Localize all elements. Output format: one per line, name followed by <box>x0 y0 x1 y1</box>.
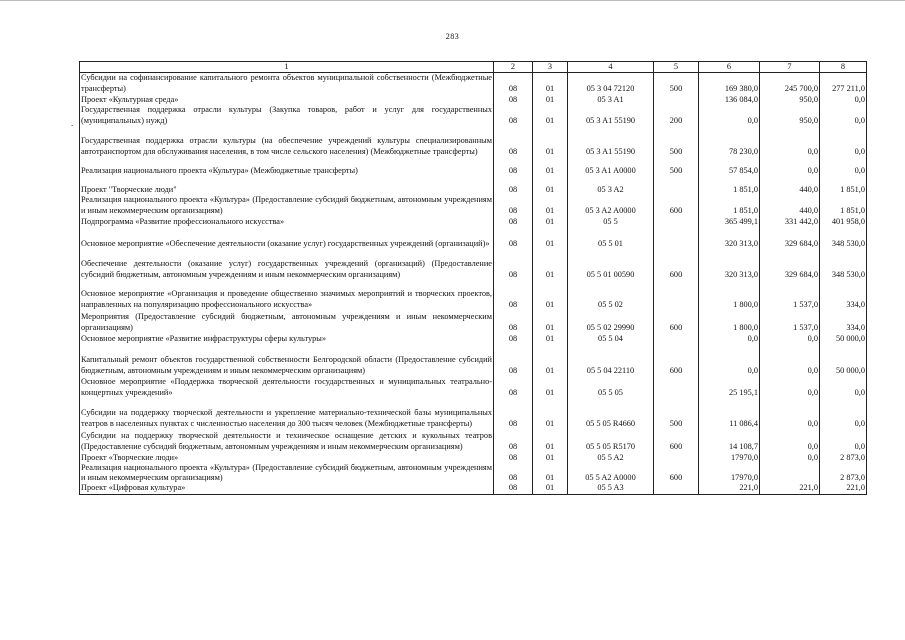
table-row <box>80 344 867 376</box>
row-target-code-cell: 05 3 A1 55190 <box>568 105 654 126</box>
row-expense-type-cell: 500 <box>654 126 699 157</box>
header-col-1: 1 <box>80 62 494 73</box>
row-name-cell: Реализация национального проекта «Культура» (Межбюджетные трансферты) <box>80 157 494 176</box>
table-row <box>80 249 867 280</box>
row-subsection-cell: 01 <box>533 344 568 376</box>
row-subsection-cell: 01 <box>533 483 568 494</box>
row-section-cell: 08 <box>494 157 533 176</box>
budget-table <box>79 61 867 495</box>
row-target-code-cell: 05 5 <box>568 216 654 227</box>
row-amount-year2-cell: 0,0 <box>760 398 820 429</box>
row-section-cell: 08 <box>494 344 533 376</box>
table-row <box>80 310 867 333</box>
row-amount-year3-cell: 348 530,0 <box>820 249 867 280</box>
header-col-4: 4 <box>568 62 654 73</box>
table-row <box>80 280 867 310</box>
table-row <box>80 463 867 483</box>
row-amount-year2-cell: 329 684,0 <box>760 249 820 280</box>
row-amount-year2-cell: 0,0 <box>760 452 820 463</box>
row-section-cell: 08 <box>494 398 533 429</box>
row-target-code-cell: 05 3 A2 A0000 <box>568 195 654 216</box>
row-amount-year1-cell: 0,0 <box>699 105 760 126</box>
row-section-cell: 08 <box>494 73 533 94</box>
table-row <box>80 157 867 176</box>
row-amount-year3-cell: 50 000,0 <box>820 344 867 376</box>
row-subsection-cell: 01 <box>533 73 568 94</box>
row-subsection-cell: 01 <box>533 463 568 483</box>
row-expense-type-cell <box>654 176 699 195</box>
row-subsection-cell: 01 <box>533 176 568 195</box>
row-target-code-cell: 05 3 A1 55190 <box>568 126 654 157</box>
row-amount-year3-cell: 348 530,0 <box>820 227 867 249</box>
row-subsection-cell: 01 <box>533 280 568 310</box>
row-amount-year3-cell: 221,0 <box>820 483 867 494</box>
row-subsection-cell: 01 <box>533 94 568 105</box>
row-amount-year3-cell: 0,0 <box>820 157 867 176</box>
row-amount-year1-cell: 1 800,0 <box>699 310 760 333</box>
row-amount-year3-cell: 50 000,0 <box>820 333 867 344</box>
row-name-cell: Основное мероприятие «Поддержка творческой деятельности государственных и муниципальных театрально-концертных учреждений» <box>81 377 492 397</box>
row-amount-year2-cell: 950,0 <box>760 94 820 105</box>
table-row <box>80 333 867 344</box>
row-amount-year1-cell: 25 195,1 <box>699 376 760 398</box>
row-amount-year1-cell: 0,0 <box>699 344 760 376</box>
row-amount-year1-cell: 365 499,1 <box>699 216 760 227</box>
table-row <box>80 126 867 157</box>
row-target-code-cell: 05 5 01 <box>568 227 654 249</box>
header-col-6: 6 <box>699 62 760 73</box>
row-amount-year1-cell: 57 854,0 <box>699 157 760 176</box>
row-name-cell: Проект «Творческие люди» <box>80 452 494 463</box>
row-target-code-cell: 05 5 04 <box>568 333 654 344</box>
row-section-cell: 08 <box>494 483 533 494</box>
row-expense-type-cell <box>654 227 699 249</box>
row-amount-year3-cell: 0,0 <box>820 429 867 452</box>
row-amount-year2-cell: 440,0 <box>760 176 820 195</box>
row-expense-type-cell: 500 <box>654 73 699 94</box>
row-name-cell: Капитальный ремонт объектов государственной собственности Белгородской области (Предоставление субсидий бюджетным, автономным учреждениям и иным некоммерческим организациям) <box>80 344 494 376</box>
table-row <box>80 195 867 216</box>
row-amount-year3-cell: 0,0 <box>820 94 867 105</box>
row-amount-year1-cell: 169 380,0 <box>699 73 760 94</box>
row-target-code-cell: 05 5 A2 A0000 <box>568 463 654 483</box>
row-expense-type-cell: 600 <box>654 344 699 376</box>
row-name-cell: Субсидии на поддержку творческой деятельности и укрепление материально-технической базы муниципальных театров в населенных пунктах с численностью населения до 300 тысяч человек (Межбюджетные трансферты) <box>80 398 494 429</box>
row-name-cell: Государственная поддержка отрасли культуры (на обеспечение учреждений культуры специализированным автотранспортом для обслуживания населения, в том числе сельского населения) (Межбюджетные трансферты) <box>80 126 494 157</box>
row-name-cell: Основное мероприятие «Организация и проведение общественно значимых мероприятий и творческих проектов, направленных на популяризацию профессионального искусства» <box>80 280 494 310</box>
row-target-code-cell: 05 5 02 29990 <box>568 310 654 333</box>
row-expense-type-cell <box>654 483 699 494</box>
row-name-cell: Обеспечение деятельности (оказание услуг) государственных учреждений (организаций) (Предоставление субсидий бюджетным, автономным учреждениям и иным некоммерческим организациям) <box>80 249 494 280</box>
header-col-2: 2 <box>494 62 533 73</box>
row-amount-year2-cell: 440,0 <box>760 195 820 216</box>
row-amount-year1-cell: 17970,0 <box>699 463 760 483</box>
row-expense-type-cell: 600 <box>654 249 699 280</box>
row-section-cell: 08 <box>494 463 533 483</box>
row-amount-year1-cell: 78 230,0 <box>699 126 760 157</box>
row-name-cell: Подпрограмма «Развитие профессионального искусства» <box>80 216 494 227</box>
row-expense-type-cell: 600 <box>654 195 699 216</box>
row-name-cell: Реализация национального проекта «Культура» (Предоставление субсидий бюджетным, автономным учреждениям и иным некоммерческим организациям) <box>81 462 492 482</box>
row-expense-type-cell <box>654 280 699 310</box>
row-amount-year1-cell: 1 851,0 <box>699 195 760 216</box>
row-target-code-cell: 05 3 04 72120 <box>568 73 654 94</box>
row-target-code-cell: 05 5 02 <box>568 280 654 310</box>
row-amount-year1-cell: 320 313,0 <box>699 249 760 280</box>
row-subsection-cell: 01 <box>533 126 568 157</box>
row-section-cell: 08 <box>494 94 533 105</box>
row-amount-year1-cell: 221,0 <box>699 483 760 494</box>
row-expense-type-cell <box>654 376 699 398</box>
table-row <box>80 227 867 249</box>
row-amount-year2-cell: 0,0 <box>760 157 820 176</box>
scan-top-edge <box>0 0 905 1</box>
row-amount-year1-cell: 1 851,0 <box>699 176 760 195</box>
row-amount-year3-cell: 1 851,0 <box>820 176 867 195</box>
table-row <box>80 376 867 398</box>
row-name-cell: Государственная поддержка отрасли культуры (Закупка товаров, работ и услуг для государственных (муниципальных) нужд) <box>81 105 492 125</box>
row-subsection-cell: 01 <box>533 333 568 344</box>
table-row <box>80 176 867 195</box>
row-amount-year1-cell: 0,0 <box>699 333 760 344</box>
row-section-cell: 08 <box>494 376 533 398</box>
row-target-code-cell: 05 5 A2 <box>568 452 654 463</box>
row-subsection-cell: 01 <box>533 216 568 227</box>
row-name-cell: Проект «Цифровая культура» <box>80 483 494 494</box>
row-amount-year1-cell: 1 800,0 <box>699 280 760 310</box>
row-amount-year2-cell: 0,0 <box>760 376 820 398</box>
row-expense-type-cell <box>654 216 699 227</box>
row-expense-type-cell: 600 <box>654 429 699 452</box>
header-col-8: 8 <box>820 62 867 73</box>
page-number: 283 <box>445 32 460 41</box>
row-expense-type-cell: 500 <box>654 157 699 176</box>
row-subsection-cell: 01 <box>533 310 568 333</box>
row-amount-year3-cell: 0,0 <box>820 105 867 126</box>
header-col-7: 7 <box>760 62 820 73</box>
row-amount-year2-cell: 0,0 <box>760 333 820 344</box>
row-target-code-cell: 05 3 A1 A0000 <box>568 157 654 176</box>
row-subsection-cell: 01 <box>533 398 568 429</box>
row-section-cell: 08 <box>494 429 533 452</box>
row-amount-year3-cell: 2 873,0 <box>820 463 867 483</box>
scan-dot-mark: . <box>71 118 74 128</box>
row-amount-year3-cell: 334,0 <box>820 280 867 310</box>
row-target-code-cell: 05 3 A2 <box>568 176 654 195</box>
table-row <box>80 452 867 463</box>
row-name-cell: Основное мероприятие «Развитие инфраструктуры сферы культуры» <box>80 333 494 344</box>
row-amount-year2-cell: 1 537,0 <box>760 310 820 333</box>
row-section-cell: 08 <box>494 280 533 310</box>
row-section-cell: 08 <box>494 333 533 344</box>
table-row <box>80 216 867 227</box>
row-amount-year2-cell: 0,0 <box>760 344 820 376</box>
row-section-cell: 08 <box>494 126 533 157</box>
table-row <box>80 429 867 452</box>
table-row <box>80 73 867 94</box>
table-row <box>80 483 867 494</box>
header-col-3: 3 <box>533 62 568 73</box>
row-name-cell: Проект "Творческие люди" <box>80 176 494 195</box>
row-amount-year2-cell: 1 537,0 <box>760 280 820 310</box>
row-target-code-cell: 05 5 05 R4660 <box>568 398 654 429</box>
row-amount-year1-cell: 11 086,4 <box>699 398 760 429</box>
row-amount-year2-cell <box>760 463 820 483</box>
row-section-cell: 08 <box>494 452 533 463</box>
row-name-cell: Субсидии на софинансирование капитального ремонта объектов муниципальной собственности (Межбюджетные трансферты) <box>81 73 492 93</box>
row-name-cell: Реализация национального проекта «Культура» (Предоставление субсидий бюджетным, автономным учреждениям и иным некоммерческим организациям) <box>81 195 492 215</box>
row-target-code-cell: 05 5 04 22110 <box>568 344 654 376</box>
row-amount-year3-cell: 0,0 <box>820 398 867 429</box>
row-expense-type-cell: 500 <box>654 398 699 429</box>
row-section-cell: 08 <box>494 176 533 195</box>
row-name-cell: Мероприятия (Предоставление субсидий бюджетным, автономным учреждениям и иным некоммерческим организациям) <box>80 310 494 333</box>
row-name-cell: Основное мероприятие «Обеспечение деятельности (оказание услуг) государственных учреждений (организаций)» <box>80 227 494 249</box>
row-amount-year2-cell: 0,0 <box>760 429 820 452</box>
row-amount-year1-cell: 320 313,0 <box>699 227 760 249</box>
row-section-cell: 08 <box>494 195 533 216</box>
row-section-cell: 08 <box>494 227 533 249</box>
row-amount-year3-cell: 334,0 <box>820 310 867 333</box>
row-amount-year2-cell: 329 684,0 <box>760 227 820 249</box>
row-target-code-cell: 05 3 A1 <box>568 94 654 105</box>
row-amount-year1-cell: 136 084,0 <box>699 94 760 105</box>
row-amount-year1-cell: 17970,0 <box>699 452 760 463</box>
table-row <box>80 398 867 429</box>
row-expense-type-cell <box>654 333 699 344</box>
table-row <box>80 94 867 105</box>
row-amount-year2-cell: 0,0 <box>760 126 820 157</box>
row-target-code-cell: 05 5 01 00590 <box>568 249 654 280</box>
row-target-code-cell: 05 5 05 R5170 <box>568 429 654 452</box>
table-body <box>80 73 867 494</box>
row-subsection-cell: 01 <box>533 376 568 398</box>
row-subsection-cell: 01 <box>533 157 568 176</box>
row-subsection-cell: 01 <box>533 105 568 126</box>
table-header-row <box>80 62 867 73</box>
row-subsection-cell: 01 <box>533 429 568 452</box>
row-amount-year2-cell: 245 700,0 <box>760 73 820 94</box>
row-amount-year3-cell: 0,0 <box>820 376 867 398</box>
row-subsection-cell: 01 <box>533 195 568 216</box>
row-section-cell: 08 <box>494 310 533 333</box>
row-amount-year2-cell: 331 442,0 <box>760 216 820 227</box>
row-amount-year3-cell: 401 958,0 <box>820 216 867 227</box>
row-name-cell: Субсидии на поддержку творческой деятельности и техническое оснащение детских и кукольных театров (Предоставление субсидий бюджетным, автономным учреждениям и иным некоммерческим организациям) <box>80 429 494 452</box>
row-amount-year2-cell: 950,0 <box>760 105 820 126</box>
row-subsection-cell: 01 <box>533 249 568 280</box>
row-target-code-cell: 05 5 A3 <box>568 483 654 494</box>
row-subsection-cell: 01 <box>533 227 568 249</box>
header-col-5: 5 <box>654 62 699 73</box>
row-expense-type-cell: 600 <box>654 310 699 333</box>
row-amount-year1-cell: 14 108,7 <box>699 429 760 452</box>
row-name-cell: Проект «Культурная среда» <box>80 94 494 105</box>
row-subsection-cell: 01 <box>533 452 568 463</box>
table-row <box>80 105 867 126</box>
row-amount-year3-cell: 1 851,0 <box>820 195 867 216</box>
row-amount-year3-cell: 277 211,0 <box>820 73 867 94</box>
row-section-cell: 08 <box>494 105 533 126</box>
budget-table-container <box>79 61 866 495</box>
row-expense-type-cell: 200 <box>654 105 699 126</box>
row-section-cell: 08 <box>494 216 533 227</box>
row-expense-type-cell <box>654 94 699 105</box>
row-amount-year3-cell: 2 873,0 <box>820 452 867 463</box>
row-expense-type-cell: 600 <box>654 463 699 483</box>
row-target-code-cell: 05 5 05 <box>568 376 654 398</box>
row-amount-year2-cell: 221,0 <box>760 483 820 494</box>
row-section-cell: 08 <box>494 249 533 280</box>
row-amount-year3-cell: 0,0 <box>820 126 867 157</box>
row-expense-type-cell <box>654 452 699 463</box>
